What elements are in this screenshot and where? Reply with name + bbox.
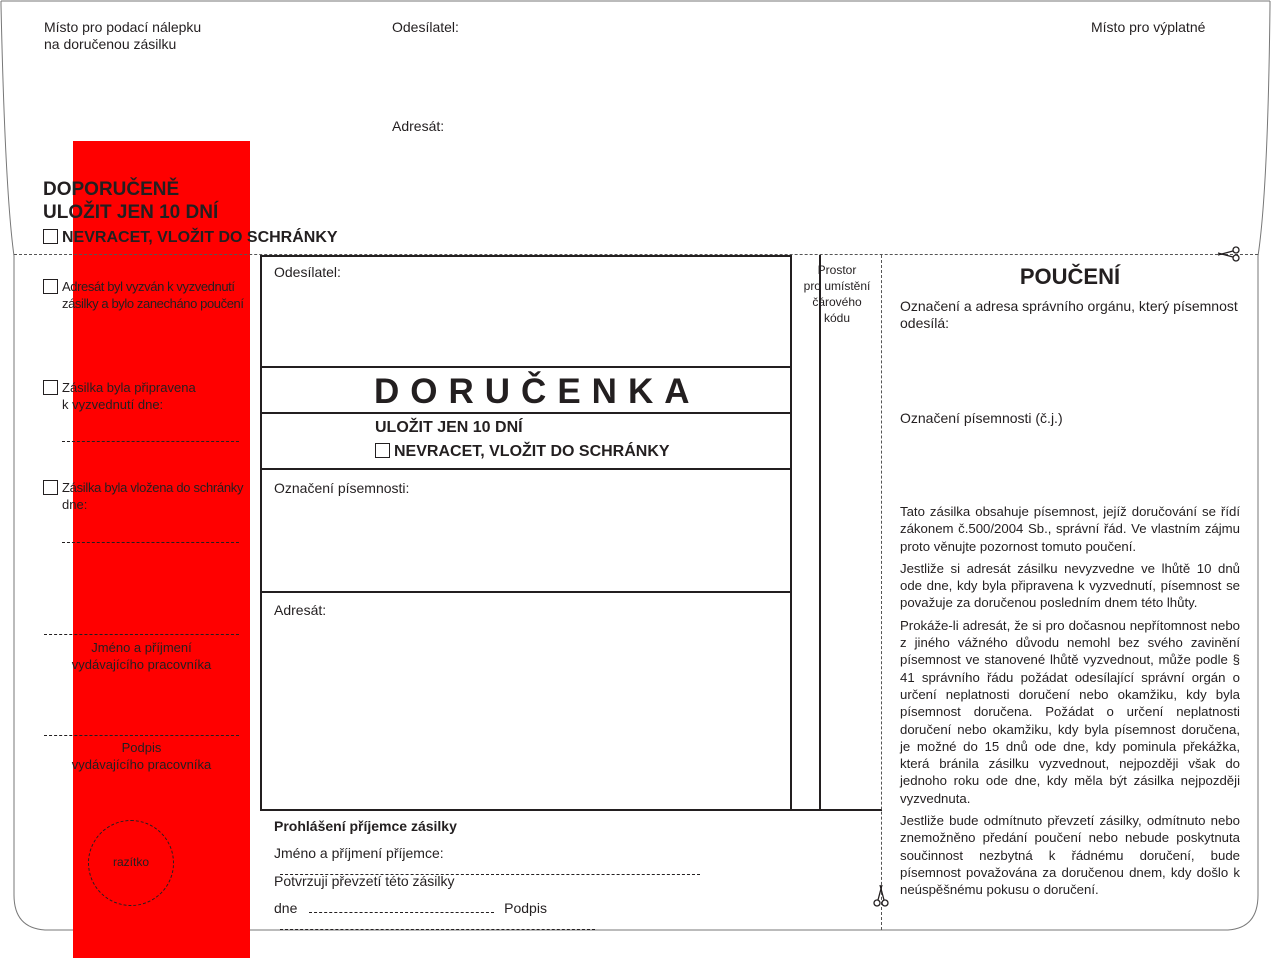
store-only-heading: ULOŽIT JEN 10 DNÍ	[43, 202, 219, 223]
no-return-option	[43, 228, 338, 248]
check-summoned	[43, 278, 248, 312]
check-summoned-label: Adresát byl vyzván k vyzvednutí zásilky a bylo zanecháno poučení	[62, 279, 244, 311]
scissors-icon	[1217, 246, 1241, 262]
checkbox-icon[interactable]	[43, 279, 58, 294]
envelope-addressee-label: Adresát:	[392, 118, 445, 134]
form-sender-label: Odesílatel:	[274, 264, 341, 280]
check-inserted-line1: Zásilka byla vložena do schránky	[62, 480, 244, 495]
worker-sign-label: Podpis vydávajícího pracovníka	[71, 740, 212, 772]
signature-field[interactable]	[280, 917, 595, 930]
checkbox-icon[interactable]	[43, 480, 58, 495]
vertical-cut-line	[881, 255, 882, 930]
barcode-column-bottom	[790, 809, 882, 811]
no-return-label: NEVRACET, VLOŽIT DO SCHRÁNKY	[62, 229, 338, 246]
barcode-space-label: Prostor pro umístění čárového kódu	[803, 263, 871, 325]
instructions-paragraph: Prokáže-li adresát, že si pro dočasnou nepřítomnost nebo z jiného vážného důvodu nemohl bez svého zavinění písemnost ve stanovené lhůtě vyzvednout, může podle § 41 správního řádu požádat odesílající správní orgán o určení neplatnosti doručení nebo okamžiku, kdy byla písemnost doručena. Požádat o určení neplatnosti doručení nebo okamžiku, kdy byla písemnost doručena, je možné do 15 dnů ode dne, kdy pominula překážka, která bránila zásilku vyzvednout, nejpozději však do jednoho roku ode dne, kdy měla být zásilka nejpozději vyzvednuta.	[900, 617, 1240, 806]
check-prepared-line2: k vyzvednutí dne:	[62, 397, 164, 412]
reference-label: Označení písemnosti (č.j.)	[900, 410, 1063, 426]
checkbox-icon[interactable]	[43, 380, 58, 395]
form-title: DORUČENKA	[374, 372, 701, 411]
form-document-label: Označení písemnosti:	[274, 480, 410, 496]
form-divider	[260, 366, 792, 368]
postage-place-label: Místo pro výplatné	[1091, 19, 1206, 35]
instructions-text	[900, 503, 1240, 899]
barcode-column-border	[819, 255, 821, 811]
form-divider	[260, 591, 792, 593]
envelope-sender-label: Odesílatel:	[392, 19, 459, 35]
form-divider	[260, 468, 792, 470]
scissors-icon	[873, 884, 889, 908]
form-no-return-option	[375, 442, 670, 462]
form-store-only: ULOŽIT JEN 10 DNÍ	[375, 419, 523, 436]
delivery-form	[260, 255, 792, 811]
instructions-paragraph: Tato zásilka obsahuje písemnost, jejíž doručování se řídí zákonem č.500/2004 Sb., správní řád. Ve vlastním zájmu proto věnujte pozornost tomuto poučení.	[900, 504, 1240, 554]
prepared-date-line	[62, 441, 239, 442]
worker-name-label: Jméno a příjmení vydávajícího pracovníka	[71, 640, 212, 672]
date-signature-row	[274, 900, 864, 934]
instructions-paragraph: Jestliže bude odmítnuto převzetí zásilky, odmítnuto nebo znemožněno předání poučení nebo nebude poskytnuta součinnost nezbytná k řádnému doručení, bude písemnost považována za doručenou dnem, kdy došlo k neúspěšnému pokusu o doručení.	[900, 813, 1240, 898]
instructions-paragraph: Jestliže si adresát zásilku nevyzvedne ve lhůtě 10 dnů ode dne, kdy byla připravena k vyzvednutí, písemnost se považuje za doručenou posledním dnem této lhůty.	[900, 560, 1240, 611]
confirm-label: Potvrzuji převzetí této zásilky	[274, 873, 455, 889]
recommended-heading: DOPORUČENĚ	[43, 179, 180, 200]
worker-sign-line	[44, 735, 239, 736]
check-inserted	[43, 479, 248, 513]
date-field[interactable]	[309, 900, 494, 913]
date-label: dne	[274, 900, 298, 916]
check-prepared-line1: Zásilka byla připravena	[62, 380, 196, 395]
worker-name-line	[44, 634, 239, 635]
inserted-date-line	[62, 542, 239, 543]
declaration-title: Prohlášení příjemce zásilky	[274, 818, 457, 834]
stamp-place-label: Místo pro podací nálepku na doručenou zásilku	[44, 19, 202, 52]
signature-label: Podpis	[504, 900, 547, 916]
stamp-label: razítko	[112, 855, 149, 869]
checkbox-icon[interactable]	[375, 443, 390, 458]
checkbox-icon[interactable]	[43, 229, 58, 244]
check-inserted-line2: dne:	[62, 497, 88, 512]
authority-label: Označení a adresa správního orgánu, který písemnost odesílá:	[900, 298, 1238, 331]
instructions-title: POUČENÍ	[1019, 264, 1121, 289]
form-addressee-label: Adresát:	[274, 602, 327, 618]
recipient-name-label: Jméno a příjmení příjemce:	[274, 845, 444, 861]
form-no-return-label: NEVRACET, VLOŽIT DO SCHRÁNKY	[394, 443, 670, 460]
check-prepared	[43, 379, 248, 413]
